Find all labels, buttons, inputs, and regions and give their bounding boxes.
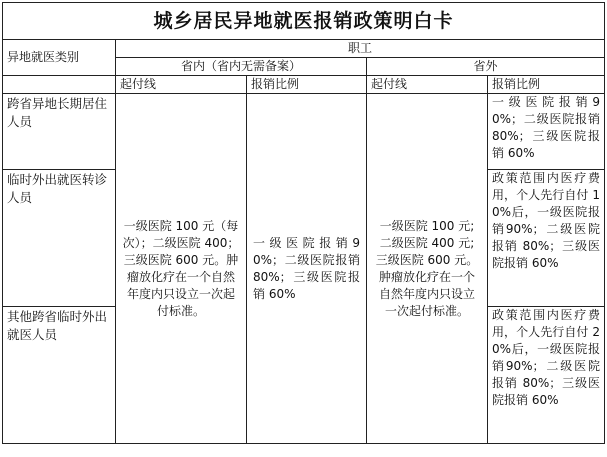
policy-card <box>2 2 604 453</box>
out-deductible-cell: 一级医院 100 元;二级医院 400 元;三级医院 600 元。肿瘤放化疗在一个自然年度内只设立一次起付标准。 <box>367 94 488 444</box>
in-deductible-header: 起付线 <box>116 76 247 94</box>
group-header: 职工 <box>116 40 605 58</box>
out-ratio-long-term: 一级医院报销90%；二级医院报销 80%；三级医院报销 60% <box>488 94 605 170</box>
row-label-referral: 临时外出就医转诊人员 <box>3 170 116 307</box>
out-province-header: 省外 <box>367 58 605 76</box>
row-label-long-term: 跨省异地长期居住人员 <box>3 94 116 170</box>
in-province-header: 省内（省内无需备案） <box>116 58 367 76</box>
in-deductible-cell: 一级医院 100 元（每次）；二级医院 400；三级医院 600 元。肿瘤放化疗在一个自然年度内只设立一次起付标准。 <box>116 94 247 444</box>
out-ratio-header: 报销比例 <box>488 76 605 94</box>
out-ratio-other: 政策范围内医疗费用，个人先行自付 20%后，一级医院报销90%；二级医院报销 80%；三级医院报销 60% <box>488 307 605 444</box>
in-ratio-header: 报销比例 <box>247 76 367 94</box>
page-title: 城乡居民异地就医报销政策明白卡 <box>3 3 605 40</box>
in-ratio-cell: 一级医院报销90%；二级医院报销 80%；三级医院报销 60% <box>247 94 367 444</box>
row-label-other: 其他跨省临时外出就医人员 <box>3 307 116 444</box>
out-deductible-header: 起付线 <box>367 76 488 94</box>
empty-header-cell <box>3 76 116 94</box>
category-header: 异地就医类别 <box>3 40 116 76</box>
out-ratio-referral: 政策范围内医疗费用，个人先行自付 10%后，一级医院报销90%；二级医院报销 80%；三级医院报销 60% <box>488 170 605 307</box>
policy-table <box>2 2 605 444</box>
